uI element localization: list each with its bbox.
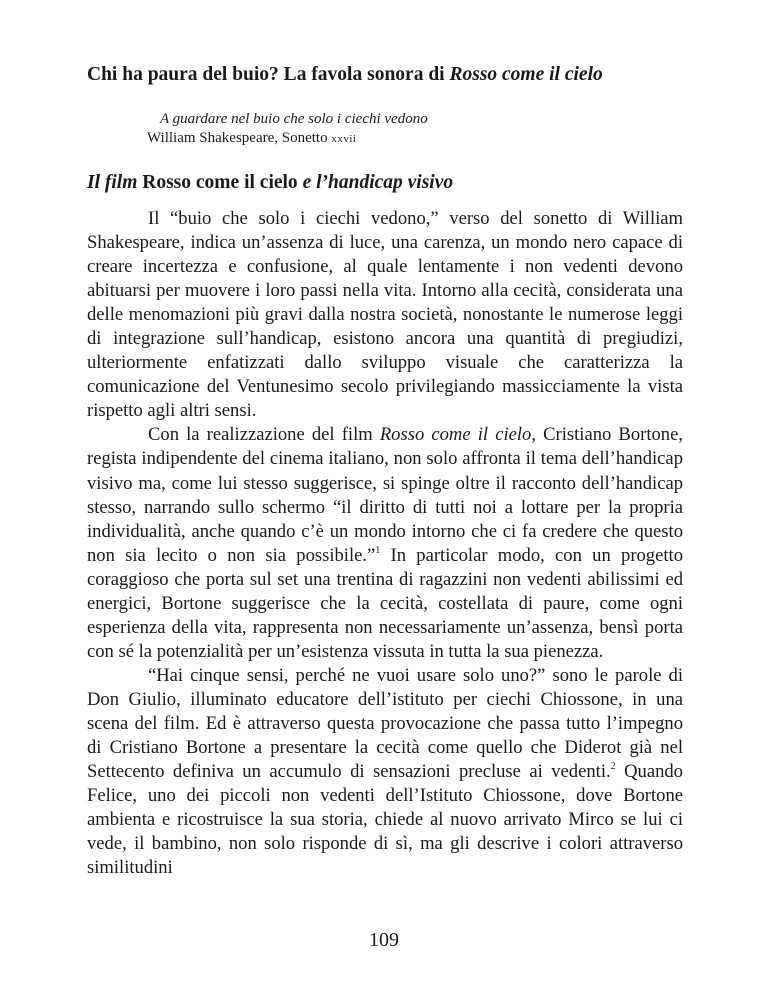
paragraph-3 (87, 664, 683, 880)
paragraph-3-text-a: “Hai cinque sensi, perché ne vuoi usare solo uno?” sono le parole di Don Giulio, illuminato educatore dell’istituto per ciechi Chiossone, in una scena del film. Ed è attraverso questa provocazione che passa tutto l’impegno di Cristiano Bortone a presentare la cecità come quello che Diderot già nel Settecento definiva un accumulo di sensazioni precluse ai vedenti. (87, 664, 683, 783)
epigraph (147, 110, 667, 149)
section-heading-part3: e l’handicap visivo (297, 172, 454, 193)
paragraph-2-text-a: Con la realizzazione del film (148, 424, 380, 446)
paragraph-2 (87, 423, 683, 663)
paragraph-2-text-b: Cristiano Bortone, regista indipendente del cinema italiano, non solo affronta il tema dell’handicap visivo ma, come lui stesso suggerisce, si spinge oltre il racconto dell’handicap stesso, narrando sullo schermo “il diritto di tutti noi a lottare per la propria individualità, anche quando c’è un mondo intorno che ci fa credere che questo non sia lecito o non sia possibile.” (87, 424, 683, 566)
sonnet-number: xxvii (331, 133, 357, 145)
section-heading (87, 171, 727, 195)
title-film-name: Rosso come il cielo (449, 64, 603, 85)
epigraph-quote: A guardare nel buio che solo i ciechi vedono (160, 111, 428, 127)
page-number: 109 (369, 929, 399, 951)
section-heading-film-name: Rosso come il cielo (142, 172, 298, 193)
epigraph-author: William Shakespeare, Sonetto (147, 130, 332, 146)
epigraph-attribution (147, 129, 667, 149)
section-heading-part1: Il film (87, 172, 143, 193)
footnote-ref-2: 2 (610, 761, 616, 773)
paragraph-1: Il “buio che solo i ciechi vedono,” verso del sonetto di William Shakespeare, indica un’assenza di luce, una carenza, un mondo nero capace di creare incertezza e confusione, al quale lentamente i non vedenti devono abituarsi per muovere i loro passi nella vita. Intorno alla cecità, considerata una delle menomazioni più gravi dalla nostra società, nonostante le numerose leggi di integrazione sull’handicap, esistono ancora una quantità di pregiudizi, ulteriormente enfatizzati dallo sviluppo visuale che caratterizza la comunicazione del Ventunesimo secolo privilegiando massicciamente la vista rispetto agli altri sensi. (87, 208, 683, 422)
paragraph-2-text-c: In particolar modo, con un progetto coraggioso che porta sul set una trentina di ragazzini non vedenti abilissimi ed energici, Bortone suggerisce che la cecità, costellata di paure, come ogni esperienza della vita, rappresenta non necessariamente un’assenza, bensì porta con sé la potenzialità per un’esistenza vissuta in tutta la sua pienezza. (87, 544, 683, 662)
footnote-ref-1: 1 (375, 544, 381, 556)
title-text: Chi ha paura del buio? La favola sonora di (87, 64, 450, 85)
paragraph-2-film-name: Rosso come il cielo, (379, 424, 536, 446)
article-title (87, 63, 727, 87)
paragraph-3-text-b: Quando Felice, uno dei piccoli non vedenti dell’Istituto Chiossone, dove Bortone ambienta e ricostruisce la sua storia, chiede al nuovo arrivato Mirco se lui ci vede, il bambino, non solo risponde di sì, ma gli descrive i colori attraverso similitudini (87, 761, 683, 879)
body-text (87, 207, 683, 880)
